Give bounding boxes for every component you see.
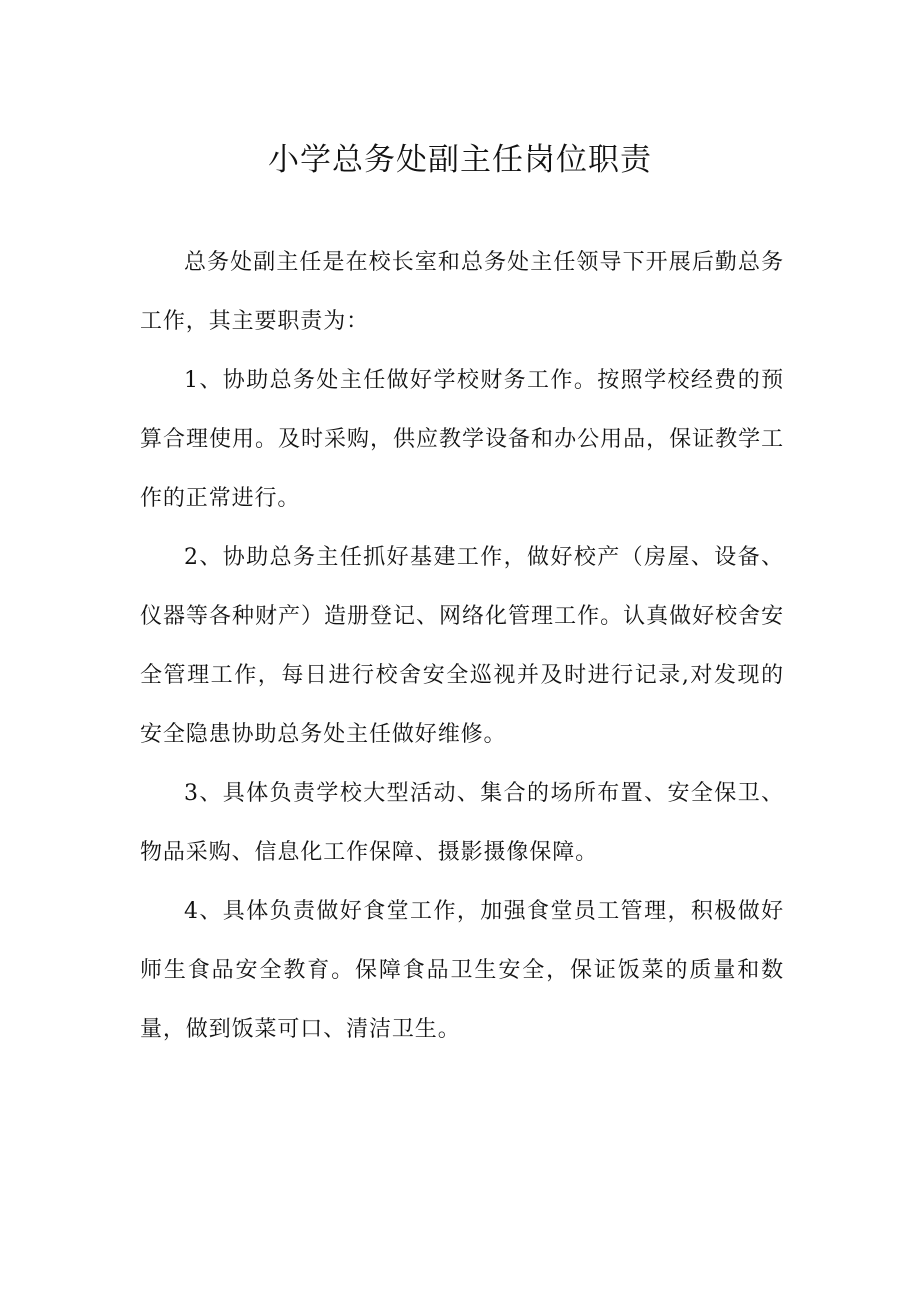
duty-paragraph-4: 4、具体负责做好食堂工作，加强食堂员工管理，积极做好师生食品安全教育。保障食品卫生安全，保证饭菜的质量和数量，做到饭菜可口、清洁卫生。 bbox=[140, 899, 784, 1042]
intro-paragraph: 总务处副主任是在校长室和总务处主任领导下开展后勤总务工作，其主要职责为： bbox=[140, 250, 784, 334]
duty-paragraph-3: 3、具体负责学校大型活动、集合的场所布置、安全保卫、物品采购、信息化工作保障、摄影摄像保障。 bbox=[140, 781, 784, 865]
document-body bbox=[140, 233, 784, 1059]
duty-paragraph-2: 2、协助总务主任抓好基建工作，做好校产（房屋、设备、仪器等各种财产）造册登记、网络化管理工作。认真做好校舍安全管理工作，每日进行校舍安全巡视并及时进行记录,对发现的安全隐患协助总务处主任做好维修。 bbox=[140, 545, 784, 747]
duty-paragraph-1: 1、协助总务处主任做好学校财务工作。按照学校经费的预算合理使用。及时采购，供应教学设备和办公用品，保证教学工作的正常进行。 bbox=[140, 368, 784, 511]
page-title: 小学总务处副主任岗位职责 bbox=[268, 142, 652, 178]
